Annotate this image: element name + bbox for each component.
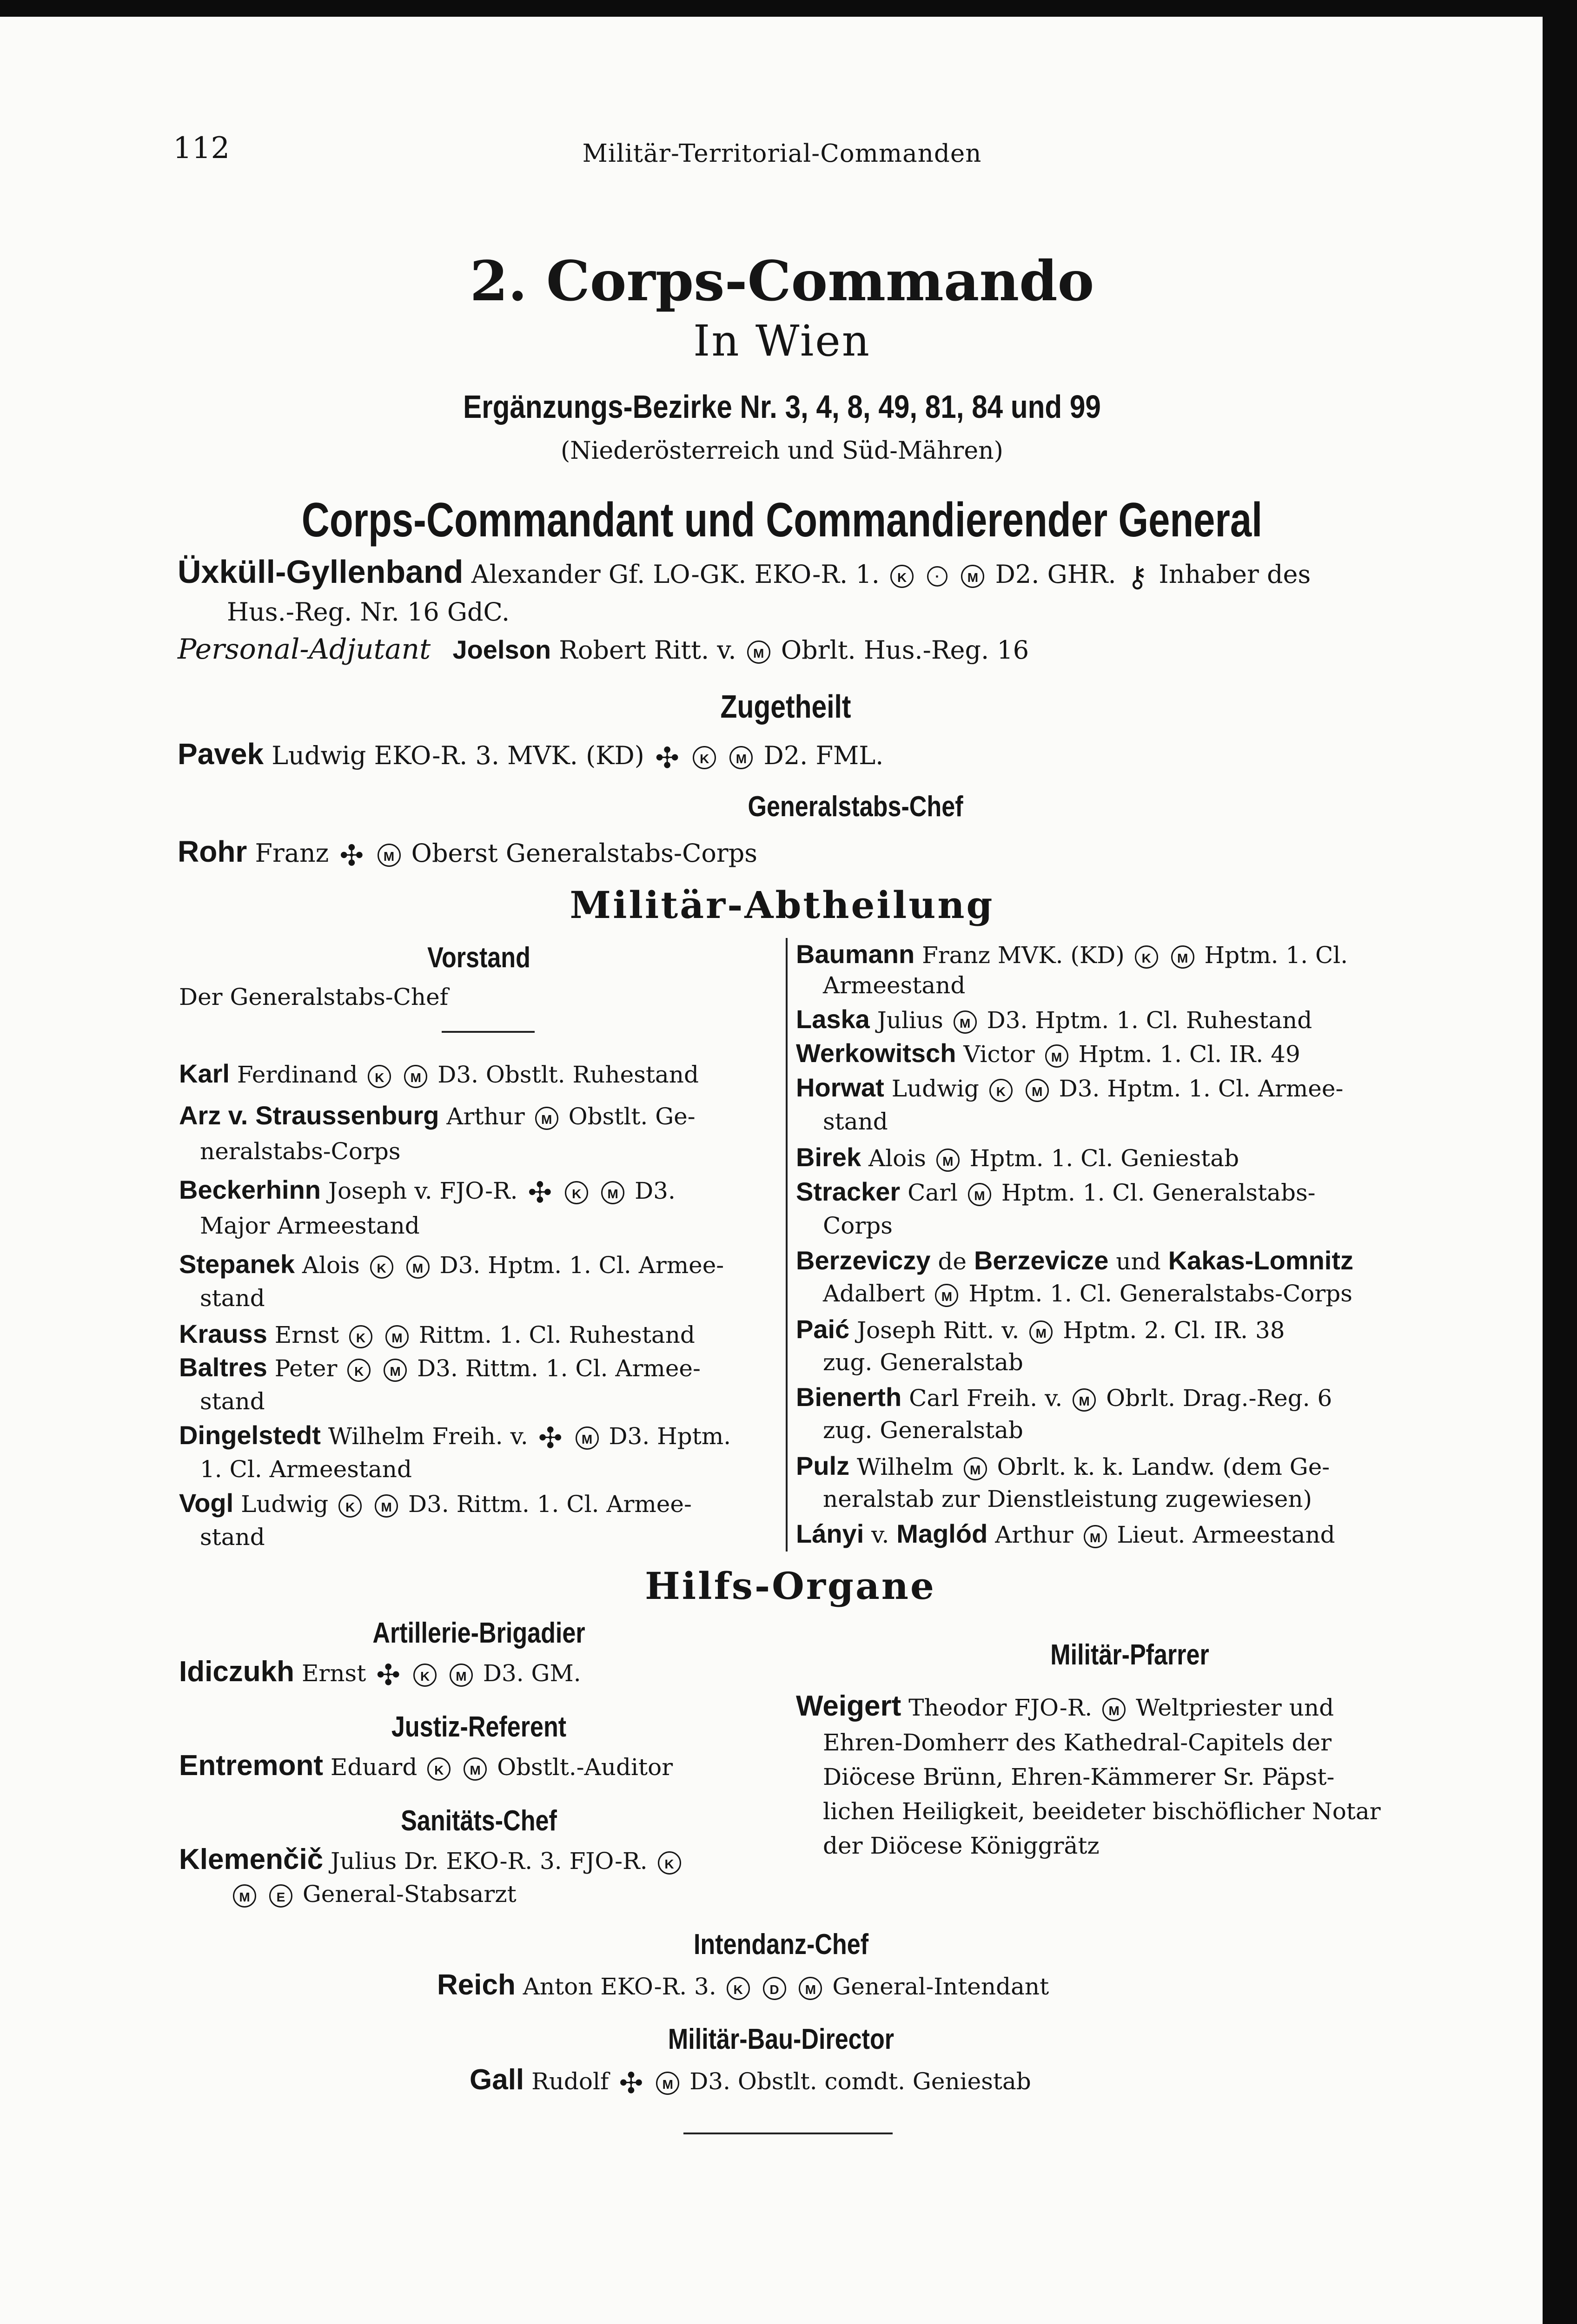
entry-berzeviczy-cont	[823, 1282, 1352, 1307]
entry-bienerth-cont: zug. Generalstab	[823, 1417, 1023, 1444]
k-symbol-icon: K	[347, 1359, 371, 1382]
text-arz-a: Arthur	[446, 1103, 525, 1130]
gs-chef-heading: Generalstabs-Chef	[748, 791, 963, 823]
gs-chef-entry	[178, 834, 757, 872]
text-stracker-b: Hptm. 1. Cl. Generalstabs-	[1001, 1179, 1316, 1206]
k-symbol-icon: K	[565, 1181, 588, 1204]
text-berzeviczy-de: de	[938, 1248, 967, 1275]
name-berzevicze: Berzevicze	[974, 1246, 1109, 1275]
m-symbol-icon: M	[964, 1457, 987, 1480]
m-symbol-icon: M	[1084, 1525, 1107, 1548]
entry-berzeviczy	[796, 1248, 1353, 1274]
m-symbol-icon: M	[406, 1255, 430, 1279]
text-idiczukh-a: Ernst	[301, 1660, 366, 1687]
m-symbol-icon: M	[656, 2072, 679, 2095]
entry-klemencic-cont	[230, 1882, 517, 1908]
text-stepanek-a: Alois	[302, 1252, 360, 1279]
entry-arz-cont: neralstabs-Corps	[200, 1138, 401, 1165]
m-symbol-icon: M	[1102, 1698, 1126, 1721]
name-arz-prefix: Arz v.	[179, 1101, 248, 1130]
m-symbol-icon: M	[385, 1325, 409, 1348]
entry-stepanek	[179, 1251, 724, 1279]
column-divider	[786, 938, 788, 1552]
name-idiczukh: Idiczukh	[179, 1656, 295, 1688]
name-arz: Straussenburg	[255, 1101, 439, 1130]
text-berzeviczy-c2: Hptm. 1. Cl. Generalstabs-Corps	[968, 1280, 1352, 1307]
entry-lanyi	[796, 1521, 1335, 1548]
m-symbol-icon: M	[1073, 1388, 1096, 1412]
page-title: 2. Corps-Commando	[470, 249, 1094, 313]
m-symbol-icon: M	[601, 1181, 624, 1204]
k-symbol-icon: K	[693, 746, 716, 769]
entry-pulz	[796, 1453, 1330, 1480]
entry-dingelstedt-cont: 1. Cl. Armeestand	[200, 1456, 412, 1483]
text-gall-a: Rudolf	[531, 2068, 609, 2095]
key-symbol-icon: ⚷	[1126, 559, 1148, 594]
name-entremont: Entremont	[179, 1750, 323, 1782]
intendanz-heading: Intendanz-Chef	[693, 1928, 869, 1961]
commandant-text-a: Alexander Gf. LO-GK. EKO-R. 1.	[471, 560, 880, 589]
gs-chef-text-a: Franz	[255, 838, 329, 868]
vorstand-text: Der Generalstabs-Chef	[179, 984, 449, 1010]
ergaenzung-bezirke: Ergänzungs-Bezirke Nr. 3, 4, 8, 49, 81, 84 und 99	[463, 389, 1101, 425]
m-symbol-icon: M	[936, 1149, 960, 1172]
text-pulz-a: Wilhelm	[857, 1453, 954, 1480]
entry-beckerhinn-cont: Major Armeestand	[200, 1212, 420, 1239]
name-laska: Laska	[796, 1004, 870, 1034]
entry-werkowitsch	[796, 1040, 1300, 1068]
m-symbol-icon: M	[961, 565, 984, 588]
text-werkowitsch-b: Hptm. 1. Cl. IR. 49	[1078, 1041, 1300, 1068]
name-baltres: Baltres	[179, 1353, 267, 1382]
entry-baltres	[179, 1354, 701, 1382]
text-laska-a: Julius	[877, 1007, 943, 1034]
name-klemencic: Klemenčič	[179, 1843, 324, 1875]
dot-symbol-icon: ·	[927, 566, 948, 587]
entry-beckerhinn	[179, 1177, 676, 1207]
name-bienerth: Bienerth	[796, 1382, 902, 1412]
adjutant-label: Personal-Adjutant	[178, 633, 431, 666]
name-karl: Karl	[179, 1059, 230, 1088]
name-gall: Gall	[470, 2064, 524, 2096]
name-pulz: Pulz	[796, 1451, 850, 1480]
text-lanyi-v: v.	[871, 1521, 889, 1548]
entry-weigert-line3: Diöcese Brünn, Ehren-Kämmerer Sr. Päpst-	[823, 1763, 1335, 1790]
commandant-heading: Corps-Commandant und Commandierender General	[301, 493, 1263, 547]
m-symbol-icon: M	[450, 1664, 473, 1687]
text-baumann-b: Hptm. 1. Cl.	[1204, 942, 1348, 969]
commandant-entry	[178, 553, 1311, 594]
entry-paic-cont: zug. Generalstab	[823, 1349, 1023, 1376]
name-paic: Paić	[796, 1314, 850, 1344]
text-dingelstedt-a: Wilhelm Freih. v.	[328, 1423, 528, 1450]
commandant-text-c: Inhaber des	[1159, 560, 1311, 589]
entry-horwat-cont: stand	[823, 1108, 888, 1135]
cross-symbol-icon: ✣	[339, 838, 364, 872]
k-symbol-icon: K	[413, 1664, 437, 1687]
m-symbol-icon: M	[968, 1183, 991, 1206]
vorstand-rule	[442, 1031, 535, 1033]
justiz-heading: Justiz-Referent	[391, 1711, 567, 1743]
text-birek-b: Hptm. 1. Cl. Geniestab	[969, 1145, 1239, 1172]
k-symbol-icon: K	[989, 1079, 1013, 1102]
k-symbol-icon: K	[349, 1325, 372, 1348]
text-vogl-a: Ludwig	[241, 1491, 329, 1518]
entry-weigert	[796, 1692, 1334, 1721]
entry-arz	[179, 1103, 696, 1130]
name-krauss: Krauss	[179, 1319, 267, 1348]
m-symbol-icon: M	[375, 1494, 398, 1518]
text-entremont-a: Eduard	[330, 1754, 417, 1781]
k-symbol-icon: K	[370, 1255, 393, 1279]
running-title: Militär-Territorial-Commanden	[582, 139, 982, 168]
zugetheilt-heading: Zugetheilt	[720, 688, 851, 725]
entry-baumann	[796, 941, 1348, 969]
commandant-entry-cont: Hus.-Reg. Nr. 16 GdC.	[227, 597, 510, 627]
sanitaets-heading: Sanitäts-Chef	[401, 1805, 557, 1837]
m-symbol-icon: M	[404, 1065, 427, 1088]
entry-krauss	[179, 1321, 695, 1348]
entry-gall	[470, 2066, 1031, 2098]
d-symbol-icon: D	[763, 1977, 786, 2000]
text-bienerth-a: Carl Freih. v.	[909, 1385, 1063, 1412]
entry-idiczukh	[179, 1657, 581, 1690]
entry-baumann-cont: Armeestand	[823, 972, 966, 999]
name-stepanek: Stepanek	[179, 1249, 295, 1279]
name-stracker: Stracker	[796, 1177, 901, 1206]
zugetheilt-text-b: D2. FML.	[763, 741, 884, 770]
name-baumann: Baumann	[796, 939, 915, 969]
entry-dingelstedt	[179, 1420, 731, 1455]
cross-symbol-icon: ✣	[376, 1658, 401, 1692]
entry-reich	[437, 1971, 1049, 2000]
text-laska-b: D3. Hptm. 1. Cl. Ruhestand	[987, 1007, 1312, 1034]
zugetheilt-text-a: Ludwig EKO-R. 3. MVK. (KD)	[272, 741, 644, 770]
text-birek-a: Alois	[868, 1145, 926, 1172]
name-werkowitsch: Werkowitsch	[796, 1038, 956, 1068]
text-klemencic-b: General-Stabsarzt	[302, 1881, 517, 1908]
text-pulz-b: Obrlt. k. k. Landw. (dem Ge-	[997, 1453, 1330, 1480]
entry-baltres-cont: stand	[200, 1388, 265, 1415]
zugetheilt-entry	[178, 737, 883, 775]
text-berzeviczy-und: und	[1116, 1248, 1161, 1275]
m-symbol-icon: M	[1045, 1044, 1068, 1068]
entry-vogl-cont: stand	[200, 1524, 265, 1551]
entry-birek	[796, 1144, 1239, 1172]
name-maglod: Maglód	[896, 1519, 988, 1548]
m-symbol-icon: M	[378, 844, 401, 867]
hilfs-organe-heading: Hilfs-Organe	[645, 1564, 936, 1608]
m-symbol-icon: M	[935, 1284, 958, 1307]
name-lanyi: Lányi	[796, 1519, 864, 1548]
m-symbol-icon: M	[576, 1426, 599, 1450]
entry-weigert-line4: lichen Heiligkeit, beeideter bischöflicher Notar	[823, 1798, 1381, 1825]
entry-vogl	[179, 1490, 692, 1518]
text-horwat-b: D3. Hptm. 1. Cl. Armee-	[1059, 1075, 1344, 1102]
k-symbol-icon: K	[427, 1757, 451, 1781]
m-symbol-icon: M	[954, 1010, 977, 1034]
region-note: (Niederösterreich und Süd-Mähren)	[561, 437, 1003, 465]
text-baumann-a: Franz MVK. (KD)	[922, 942, 1125, 969]
page-number: 112	[173, 131, 230, 165]
entry-laska	[796, 1006, 1312, 1034]
text-stracker-a: Carl	[908, 1179, 958, 1206]
name-beckerhinn: Beckerhinn	[179, 1175, 321, 1204]
closing-rule	[683, 2133, 893, 2134]
text-beckerhinn-a: Joseph v. FJO-R.	[328, 1177, 518, 1204]
artillerie-heading: Artillerie-Brigadier	[372, 1617, 585, 1649]
m-symbol-icon: M	[464, 1757, 487, 1781]
text-arz-b: Obstlt. Ge-	[568, 1103, 696, 1130]
entry-horwat	[796, 1075, 1343, 1102]
cross-symbol-icon: ✣	[655, 740, 680, 775]
text-krauss-a: Ernst	[274, 1321, 339, 1348]
m-symbol-icon: M	[1171, 945, 1194, 969]
adjutant-name: Joelson	[452, 635, 551, 664]
text-weigert-b: Weltpriester und	[1136, 1694, 1334, 1721]
entry-pulz-cont: neralstab zur Dienstleistung zugewiesen)	[823, 1486, 1312, 1512]
text-werkowitsch-a: Victor	[963, 1041, 1035, 1068]
text-lanyi-b: Lieut. Armeestand	[1117, 1521, 1335, 1548]
pfarrer-heading: Militär-Pfarrer	[1050, 1639, 1209, 1671]
text-idiczukh-b: D3. GM.	[483, 1660, 581, 1687]
text-reich-b: General-Intendant	[832, 1973, 1049, 2000]
text-entremont-b: Obstlt.-Auditor	[497, 1754, 673, 1781]
adjutant-text-b: Obrlt. Hus.-Reg. 16	[781, 635, 1029, 665]
text-karl-b: D3. Obstlt. Ruhestand	[437, 1061, 699, 1088]
text-berzeviczy-c1: Adalbert	[823, 1280, 925, 1307]
m-symbol-icon: M	[1029, 1320, 1053, 1344]
m-symbol-icon: M	[729, 746, 753, 769]
name-weigert: Weigert	[796, 1690, 901, 1722]
name-reich: Reich	[437, 1969, 516, 2001]
k-symbol-icon: K	[368, 1065, 391, 1088]
m-symbol-icon: M	[233, 1884, 256, 1908]
gs-chef-name: Rohr	[178, 835, 247, 868]
name-dingelstedt: Dingelstedt	[179, 1420, 321, 1450]
text-weigert-a: Theodor FJO-R.	[908, 1694, 1093, 1721]
name-horwat: Horwat	[796, 1073, 884, 1102]
entry-stracker-cont: Corps	[823, 1212, 893, 1239]
e-symbol-icon: E	[269, 1884, 292, 1908]
name-birek: Birek	[796, 1142, 861, 1172]
m-symbol-icon: M	[747, 640, 770, 664]
text-lanyi-a: Arthur	[995, 1521, 1073, 1548]
name-berzeviczy: Berzeviczy	[796, 1246, 931, 1275]
adjutant-entry	[178, 633, 1029, 666]
text-reich-a: Anton EKO-R. 3.	[523, 1973, 716, 2000]
name-vogl: Vogl	[179, 1488, 234, 1518]
gs-chef-text-b: Oberst Generalstabs-Corps	[411, 838, 758, 868]
city-subtitle: In Wien	[693, 316, 871, 366]
text-karl-a: Ferdinand	[237, 1061, 358, 1088]
m-symbol-icon: M	[384, 1359, 407, 1382]
vorstand-heading: Vorstand	[427, 942, 530, 974]
m-symbol-icon: M	[1026, 1079, 1049, 1102]
entry-weigert-line2: Ehren-Domherr des Kathedral-Capitels der	[823, 1729, 1332, 1756]
text-vogl-b: D3. Rittm. 1. Cl. Armee-	[408, 1491, 692, 1518]
entry-karl	[179, 1061, 699, 1088]
text-krauss-b: Rittm. 1. Cl. Ruhestand	[418, 1321, 695, 1348]
entry-stepanek-cont: stand	[200, 1285, 265, 1312]
k-symbol-icon: K	[658, 1851, 681, 1875]
entry-klemencic	[179, 1845, 684, 1875]
text-gall-b: D3. Obstlt. comdt. Geniestab	[689, 2068, 1031, 2095]
bau-heading: Militär-Bau-Director	[668, 2023, 895, 2055]
k-symbol-icon: K	[338, 1494, 362, 1518]
commandant-name: Üxküll-Gyllenband	[178, 554, 464, 590]
militaer-abtheilung-heading: Militär-Abtheilung	[570, 883, 994, 927]
entry-bienerth	[796, 1384, 1332, 1412]
k-symbol-icon: K	[890, 565, 914, 588]
text-bienerth-b: Obrlt. Drag.-Reg. 6	[1106, 1385, 1332, 1412]
text-paic-b: Hptm. 2. Cl. IR. 38	[1063, 1317, 1285, 1344]
text-baltres-b: D3. Rittm. 1. Cl. Armee-	[417, 1355, 701, 1382]
text-klemencic-a: Julius Dr. EKO-R. 3. FJO-R.	[331, 1848, 648, 1875]
text-stepanek-b: D3. Hptm. 1. Cl. Armee-	[439, 1252, 724, 1279]
text-paic-a: Joseph Ritt. v.	[857, 1317, 1020, 1344]
name-kakas-lomnitz: Kakas-Lomnitz	[1168, 1246, 1353, 1275]
text-horwat-a: Ludwig	[891, 1075, 979, 1102]
entry-weigert-line5: der Diöcese Königgrätz	[823, 1832, 1100, 1859]
text-dingelstedt-b: D3. Hptm.	[609, 1423, 731, 1450]
m-symbol-icon: M	[799, 1977, 822, 2000]
entry-stracker	[796, 1179, 1316, 1206]
cross-symbol-icon: ✣	[619, 2066, 643, 2100]
cross-symbol-icon: ✣	[538, 1421, 563, 1455]
text-beckerhinn-b: D3.	[635, 1177, 676, 1204]
adjutant-text-a: Robert Ritt. v.	[559, 635, 736, 665]
entry-paic	[796, 1316, 1285, 1344]
zugetheilt-name: Pavek	[178, 737, 264, 771]
k-symbol-icon: K	[727, 1977, 750, 2000]
m-symbol-icon: M	[535, 1107, 558, 1130]
k-symbol-icon: K	[1135, 945, 1158, 969]
commandant-text-b: D2. GHR.	[995, 560, 1116, 589]
entry-entremont	[179, 1751, 673, 1781]
cross-symbol-icon: ✣	[528, 1175, 552, 1209]
text-baltres-a: Peter	[274, 1355, 338, 1382]
